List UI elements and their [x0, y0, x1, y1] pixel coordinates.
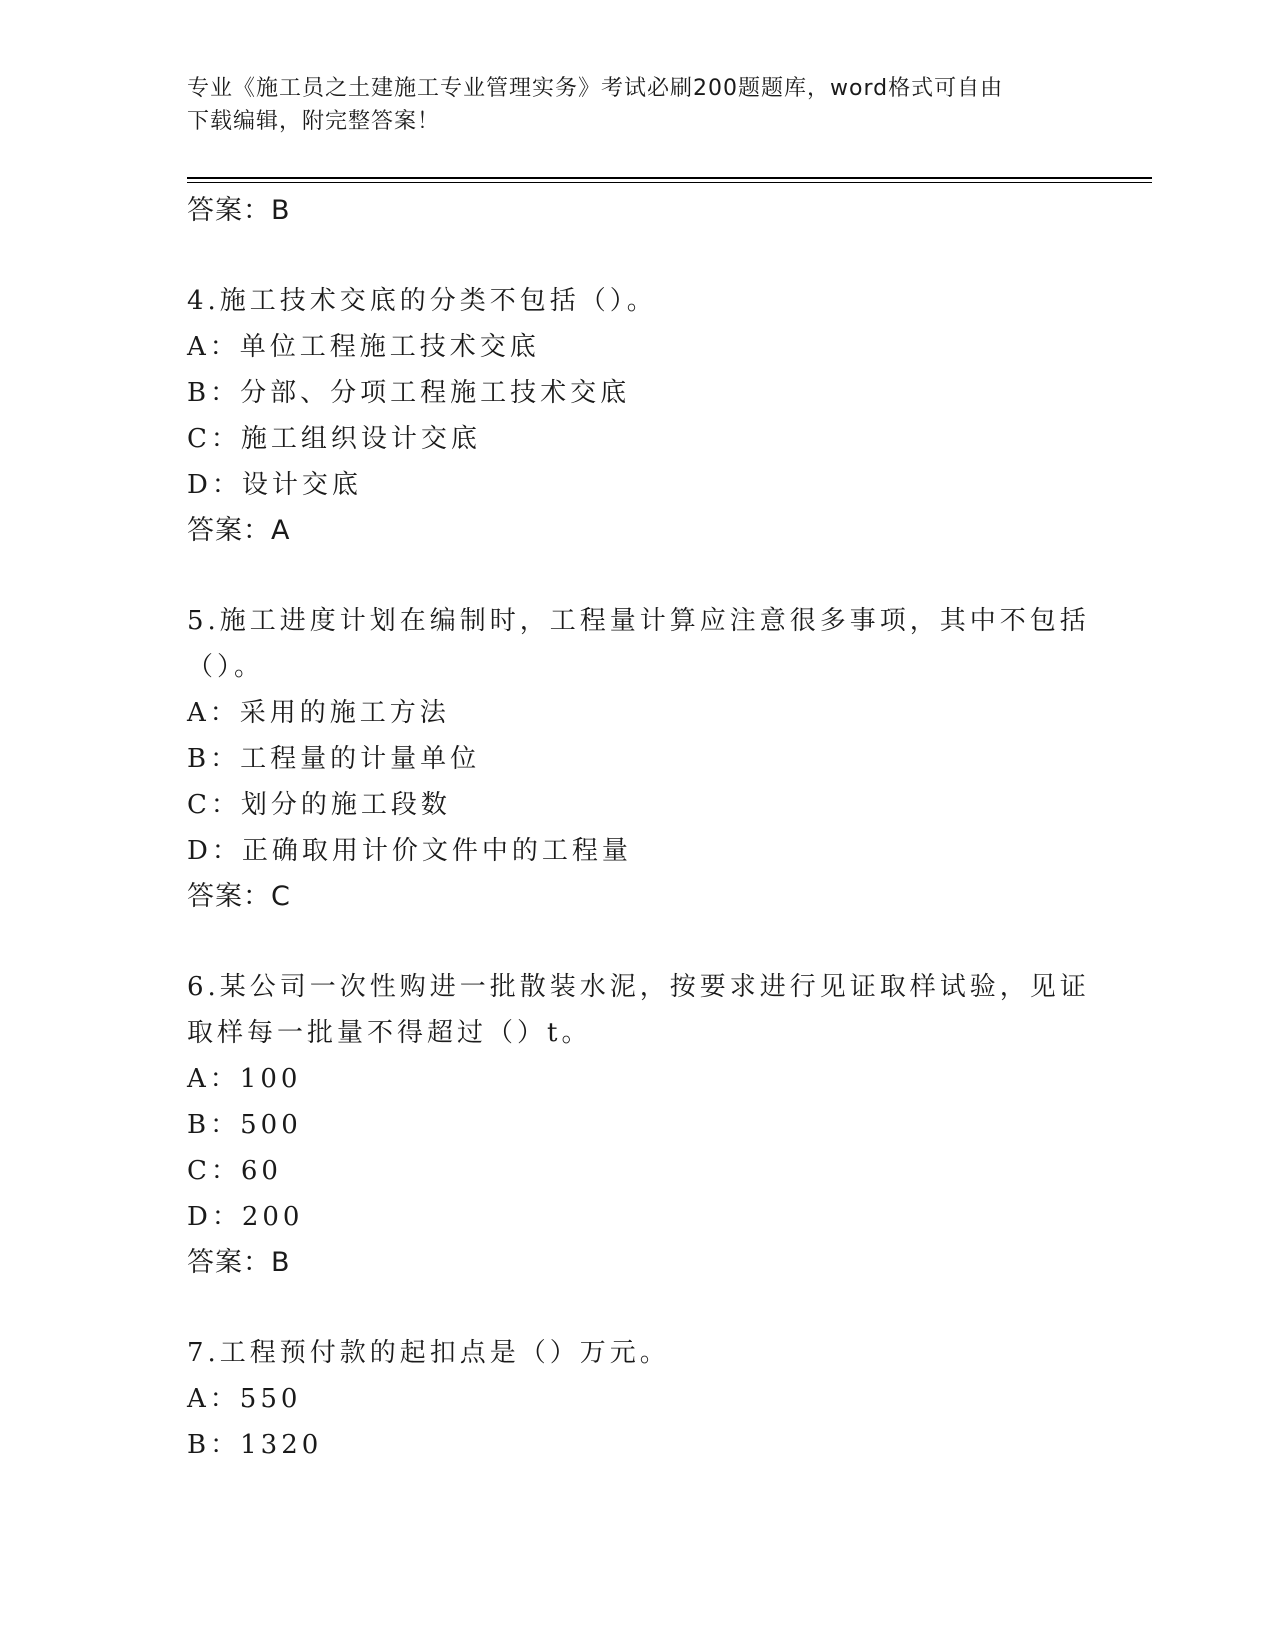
option-b: B：500 — [187, 1110, 302, 1140]
answer-value: C — [271, 881, 291, 912]
option-a: A：550 — [187, 1384, 302, 1414]
question-stem-cont: 取样每一批量不得超过（）t。 — [187, 1018, 592, 1048]
question-list — [187, 188, 1090, 1468]
option-a: A：采用的施工方法 — [187, 698, 450, 728]
option-b: B：工程量的计量单位 — [187, 744, 481, 774]
answer-line — [187, 508, 1087, 554]
question-stem: 4.施工技术交底的分类不包括（）。 — [187, 286, 657, 316]
question-block — [187, 278, 1087, 554]
question-stem: 5.施工进度计划在编制时，工程量计算应注意很多事项，其中不包括 — [187, 606, 1090, 636]
answer-value: A — [271, 515, 291, 546]
header-rule-thick — [187, 177, 1152, 179]
question-stem: 6.某公司一次性购进一批散装水泥，按要求进行见证取样试验，见证 — [187, 972, 1090, 1002]
document-header — [187, 72, 1087, 138]
option-a: A：单位工程施工技术交底 — [187, 332, 540, 362]
header-line-2: 下载编辑，附完整答案！ — [187, 109, 441, 134]
question-block — [187, 598, 1090, 920]
answer-label: 答案： — [187, 881, 271, 912]
answer-value: B — [271, 195, 291, 226]
option-d: D：200 — [187, 1202, 304, 1232]
answer-line — [187, 874, 1087, 920]
option-b: B：1320 — [187, 1430, 323, 1460]
answer-label: 答案： — [187, 1247, 271, 1278]
answer-label: 答案： — [187, 195, 271, 226]
answer-line — [187, 188, 1087, 234]
answer-line — [187, 1240, 1087, 1286]
option-c: C：60 — [187, 1156, 282, 1186]
header-rule-thin — [187, 182, 1152, 183]
answer-label: 答案： — [187, 515, 271, 546]
answer-value: B — [271, 1247, 291, 1278]
header-line-1: 专业《施工员之土建施工专业管理实务》考试必刷200题题库，word格式可自由 — [187, 76, 1004, 101]
question-block — [187, 1330, 1087, 1468]
option-d: D：正确取用计价文件中的工程量 — [187, 836, 632, 866]
option-a: A：100 — [187, 1064, 302, 1094]
option-d: D：设计交底 — [187, 470, 362, 500]
option-c: C：施工组织设计交底 — [187, 424, 481, 454]
question-stem: 7.工程预付款的起扣点是（）万元。 — [187, 1338, 670, 1368]
option-b: B：分部、分项工程施工技术交底 — [187, 378, 631, 408]
option-c: C：划分的施工段数 — [187, 790, 451, 820]
question-stem-cont: （）。 — [187, 652, 265, 682]
question-block — [187, 964, 1090, 1286]
